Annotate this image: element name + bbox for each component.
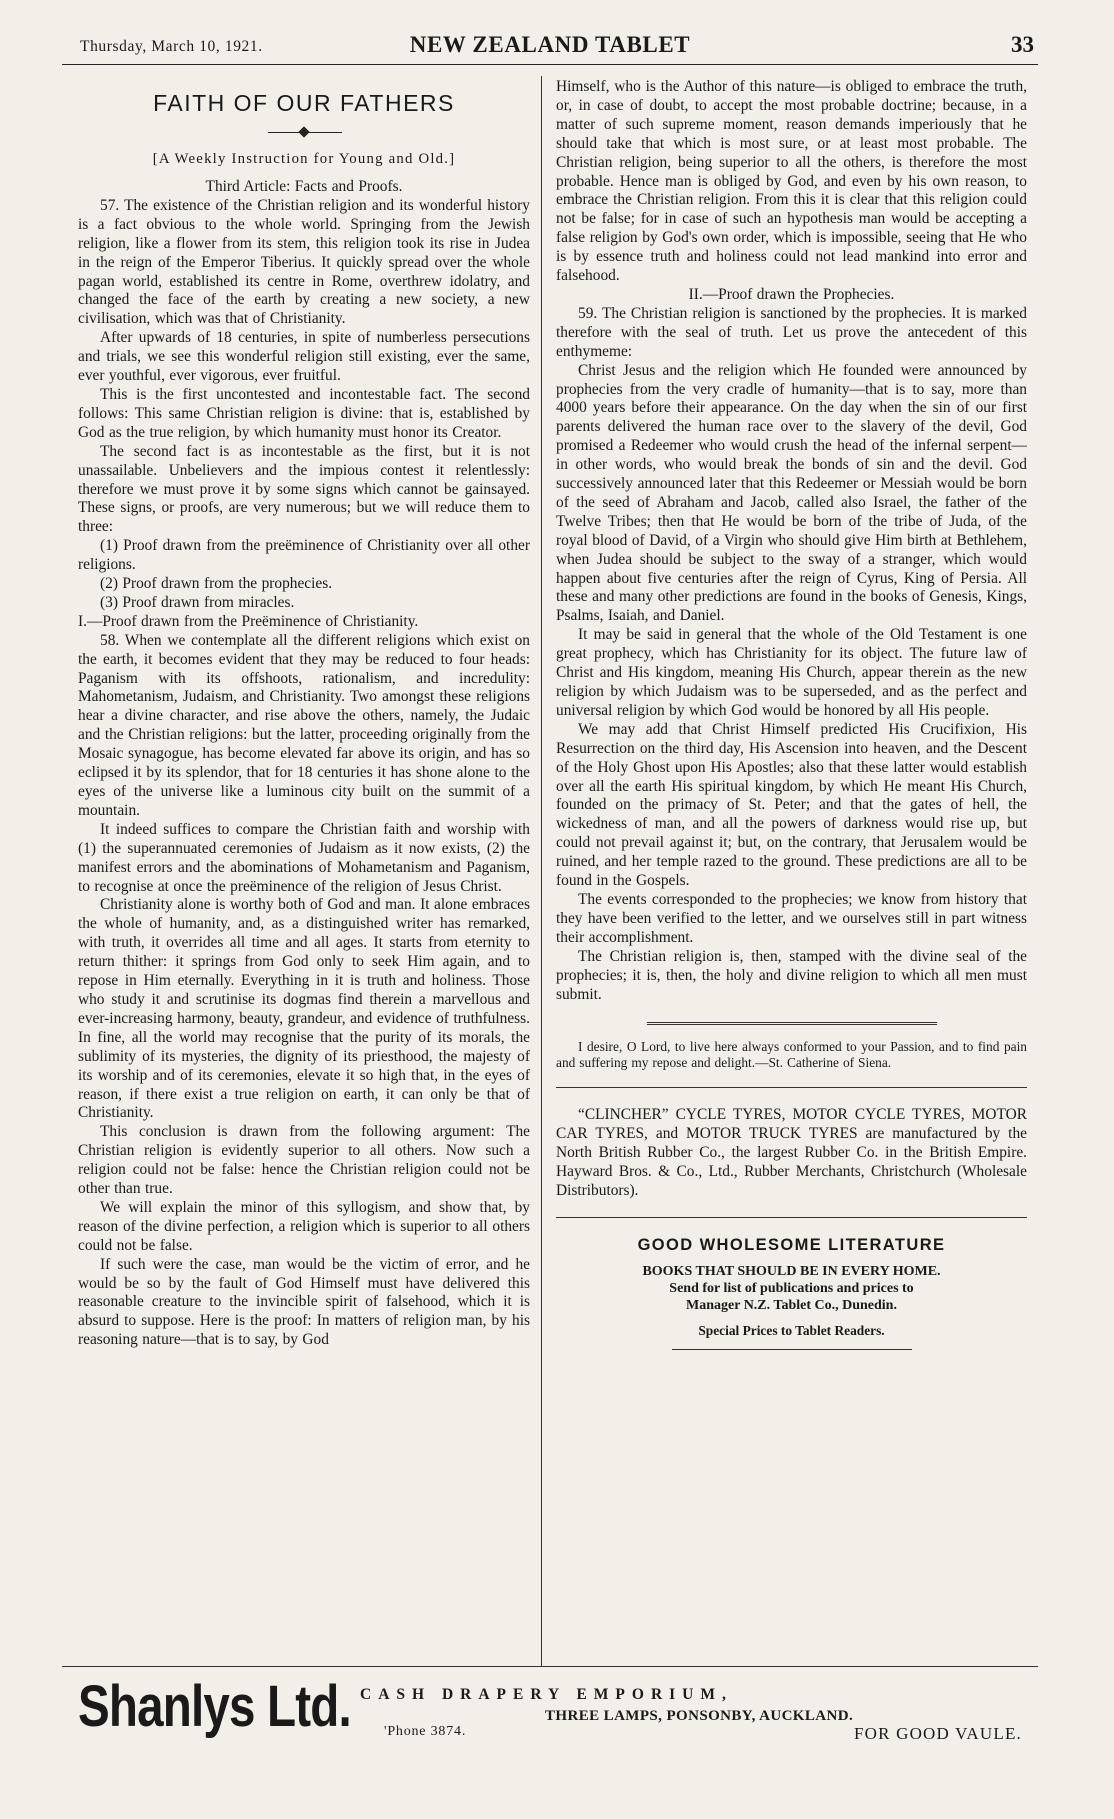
- issue-date: Thursday, March 10, 1921.: [80, 38, 263, 55]
- paragraph: The events corresponded to the prophecies; we know from history that they have been verified to the letter, and we ourselves still in part witness their accomplishment.: [556, 890, 1027, 946]
- paragraph: The Christian religion is, then, stamped with the divine seal of the prophecies; it is, then, the holy and divine religion to which all men must submit.: [556, 947, 1027, 1003]
- paragraph: We may add that Christ Himself predicted His Crucifixion, His Resurrection on the third day, His Ascension into heaven, and the Descent of the Holy Ghost upon His Apostles; also that these latter would establish over all the earth His spiritual kingdom, by which He meant His Church, founded on the primacy of St. Peter; and that the gates of hell, the wickedness of man, and all the powers of darkness would rise up, but could not prevail against it; but, on the contrary, that Jerusalem would be ruined, and her temple razed to the ground. These predictions are all to be found in the Gospels.: [556, 720, 1027, 890]
- paragraph: The second fact is as incontestable as the first, but it is not unassailable. Unbelievers and the impious contest it relentlessly: therefore we must prove it by some signs which cannot be gainsayed. These signs, or proofs, are very numerous; but we will reduce them to three:: [78, 442, 530, 536]
- paragraph: 57. The existence of the Christian religion and its wonderful history is a fact obvious to the whole world. Springing from the Jewish religion, like a flower from its stem, this religion took its rise in Judea in the reign of the Emperor Tiberius. It quickly spread over the whole pagan world, established its centre in Rome, overthrew idolatry, and changed the face of the earth by creating a new society, a new civilisation, which was that of Christianity.: [78, 196, 530, 328]
- books-advert-line-3: Manager N.Z. Tablet Co., Dunedin.: [686, 1297, 897, 1313]
- paragraph: Third Article: Facts and Proofs.: [205, 178, 403, 195]
- paragraph: Christ Jesus and the religion which He founded were announced by prophecies from the very cradle of humanity—that is to say, more than 4000 years before their appearance. On the day when the sin of our first parents delivered the human race over to the slavery of the devil, God promised a Redeemer who would crush the head of the infernal serpent—in other words, who would break the bonds of sin and the devil. God successively announced later that this Redeemer or Messiah would be born of the seed of Abraham and Jacob, called also Israel, the father of the Twelve Tribes; then that He would be born of the tribe of Juda, of the royal blood of David, of a Virgin who should give Him birth at Bethlehem, when Judea should be subject to the sway of a stranger, which would happen about five centuries after the reign of Cyrus, King of Persia. All these and many other predictions are found in the books of Genesis, Kings, Psalms, Isaiah, and Daniel.: [556, 361, 1027, 625]
- books-advert-line-1: BOOKS THAT SHOULD BE IN EVERY HOME.: [642, 1263, 941, 1279]
- paragraph: We will explain the minor of this syllogism, and show that, by reason of the divine perfection, a religion which is superior to all others could not be false.: [78, 1198, 530, 1254]
- page-header: [62, 30, 1038, 65]
- paragraph: (2) Proof drawn from the prophecies.: [100, 575, 333, 593]
- advert-divider: [556, 1087, 1027, 1088]
- books-advert: [556, 1236, 1027, 1350]
- right-column: [556, 78, 1027, 1666]
- clincher-advert-text: “CLINCHER” CYCLE TYRES, MOTOR CYCLE TYRES, MOTOR CAR TYRES, and MOTOR TRUCK TYRES are manufactured by the North British Rubber Co., the largest Rubber Co. in the British Empire. Hayward Bros. & Co., Ltd., Rubber Merchants, Christchurch (Wholesale Distributors).: [556, 1106, 1027, 1200]
- paragraph: This conclusion is drawn from the following argument: The Christian religion is evidently superior to all others. Now such a religion could not be false: hence the Christian religion could not be other than true.: [78, 1123, 530, 1198]
- paragraph: Himself, who is the Author of this nature—is obliged to embrace the truth, or, in case of doubt, to accept the most probable doctrine; because, in a matter of such supreme moment, reason demands imperiously that he should take that which is most sure, or at least most probable. The Christian religion, being superior to all the others, is therefore the most probable. Hence man is obliged by God, and even by his own reason, to embrace the Christian religion. From this it is clear that this religion could not be false; for in case of such an hypothesis man would be accepting a false religion by God's own order, which is impossible, seeing that He who is by essence truth and holiness could not lead mankind into error and falsehood.: [556, 78, 1027, 285]
- books-advert-heading: GOOD WHOLESOME LITERATURE: [637, 1235, 946, 1254]
- paragraph: 59. The Christian religion is sanctioned by the prophecies. It is marked therefore with the seal of truth. Let us prove the antecedent of this enthymeme:: [556, 304, 1027, 360]
- paragraph: (1) Proof drawn from the preëminence of Christianity over all other religions.: [78, 537, 530, 574]
- column-divider: [541, 76, 542, 1666]
- paragraph: It indeed suffices to compare the Christian faith and worship with (1) the superannuated ceremonies of Judaism as it now exists, (2) the manifest errors and the abominations of Mohametanism and Paganism, to recognise at once the preëminence of the religion of Jesus Christ.: [78, 820, 530, 895]
- paragraph: If such were the case, man would be the victim of error, and he would be so by the fault of God Himself must have delivered this reasonable creature to the invincible spirit of falsehood, which it is absurd to suppose. Here is the proof: In matters of religion man, by his reasoning nature—that is to say, by God: [78, 1255, 530, 1349]
- books-advert-bottom-rule: [672, 1349, 912, 1350]
- books-advert-line-4: Special Prices to Tablet Readers.: [698, 1322, 885, 1338]
- shanlys-phone: 'Phone 3874.: [384, 1724, 467, 1739]
- paragraph: Christianity alone is worthy both of God and man. It alone embraces the whole of humanity, and, as a distinguished writer has remarked, with truth, it overrides all time and all ages. It starts from eternity to return thither: it springs from God only to seek Him again, and to repose in Him eternally. Everything in it is truth and holiness. Those who study it and scrutinise its dogmas find therein a marvellous and ever-increasing harmony, beauty, grandeur, and evidence of truthfulness. In fine, all the world may recognise that the purity of its morals, the sublimity of its mysteries, the dignity of its priesthood, the majesty of its worship and of its ceremonies, elevate it so high that, in the eyes of reason, if there exist a true religion on earth, it can only be that of Christianity.: [78, 896, 530, 1122]
- article-title: FAITH OF OUR FATHERS: [153, 90, 455, 116]
- footer-divider: [62, 1666, 1038, 1667]
- publication-title: NEW ZEALAND TABLET: [409, 32, 691, 57]
- article-subtitle: [A Weekly Instruction for Young and Old.]: [152, 151, 456, 167]
- paragraph: 58. When we contemplate all the different religions which exist on the earth, it becomes evident that they may be reduced to four heads: Paganism with its offshoots, rationalism, and incredulity: Mahometanism, Judaism, and Christianity. Two amongst these religions hear a divine character, and rise above the others, namely, the Judaic and the Christian religions: but the latter, proceeding originally from the Mosaic synagogue, has become elevated far above its origin, and has so eclipsed it by its splendor, that for 18 centuries it has shone alone to the eyes of the universe like a luminous city built on the summit of a mountain.: [78, 631, 530, 819]
- quote-divider: [647, 1022, 937, 1025]
- paragraph: After upwards of 18 centuries, in spite of numberless persecutions and trials, we see this wonderful religion still existing, ever the same, ever youthful, ever vigorous, ever fruitful.: [78, 329, 530, 385]
- left-column: [78, 78, 530, 1666]
- title-ornament: [78, 125, 530, 141]
- paragraph: (3) Proof drawn from miracles.: [100, 593, 295, 611]
- saint-quote: I desire, O Lord, to live here always conformed to your Passion, and to find pain and suffering my repose and delight.—St. Catherine of Siena.: [556, 1039, 1027, 1071]
- paragraph: It may be said in general that the whole of the Old Testament is one great prophecy, which has Christianity for its object. The future law of Christ and His kingdom, meaning His Church, appear therein as the new religion by which Judaism was to be superseded, and as the perfect and universal religion by which God would be honored by all His people.: [556, 626, 1027, 719]
- paragraph: I.—Proof drawn from the Preëminence of Christianity.: [78, 612, 419, 630]
- books-advert-line-2: Send for list of publications and prices to: [669, 1280, 914, 1296]
- left-column-text: [78, 178, 530, 1350]
- shanlys-slogan: FOR GOOD VAULE.: [853, 1724, 1022, 1743]
- paragraph: II.—Proof drawn the Prophecies.: [688, 285, 895, 303]
- advert-divider-2: [556, 1217, 1027, 1218]
- shanlys-address: THREE LAMPS, PONSONBY, AUCKLAND.: [545, 1708, 854, 1724]
- page-number: 33: [1011, 32, 1034, 57]
- right-column-text: [556, 78, 1027, 1004]
- paragraph: This is the first uncontested and incontestable fact. The second follows: This same Christian religion is divine: that is, established by God as the true religion, by which humanity must honor its Creator.: [78, 385, 530, 441]
- shanlys-logo: Shanlys Ltd.: [78, 1674, 351, 1739]
- clincher-tyres-advert: [556, 1106, 1027, 1201]
- shanlys-tagline: CASH DRAPERY EMPORIUM,: [360, 1686, 733, 1703]
